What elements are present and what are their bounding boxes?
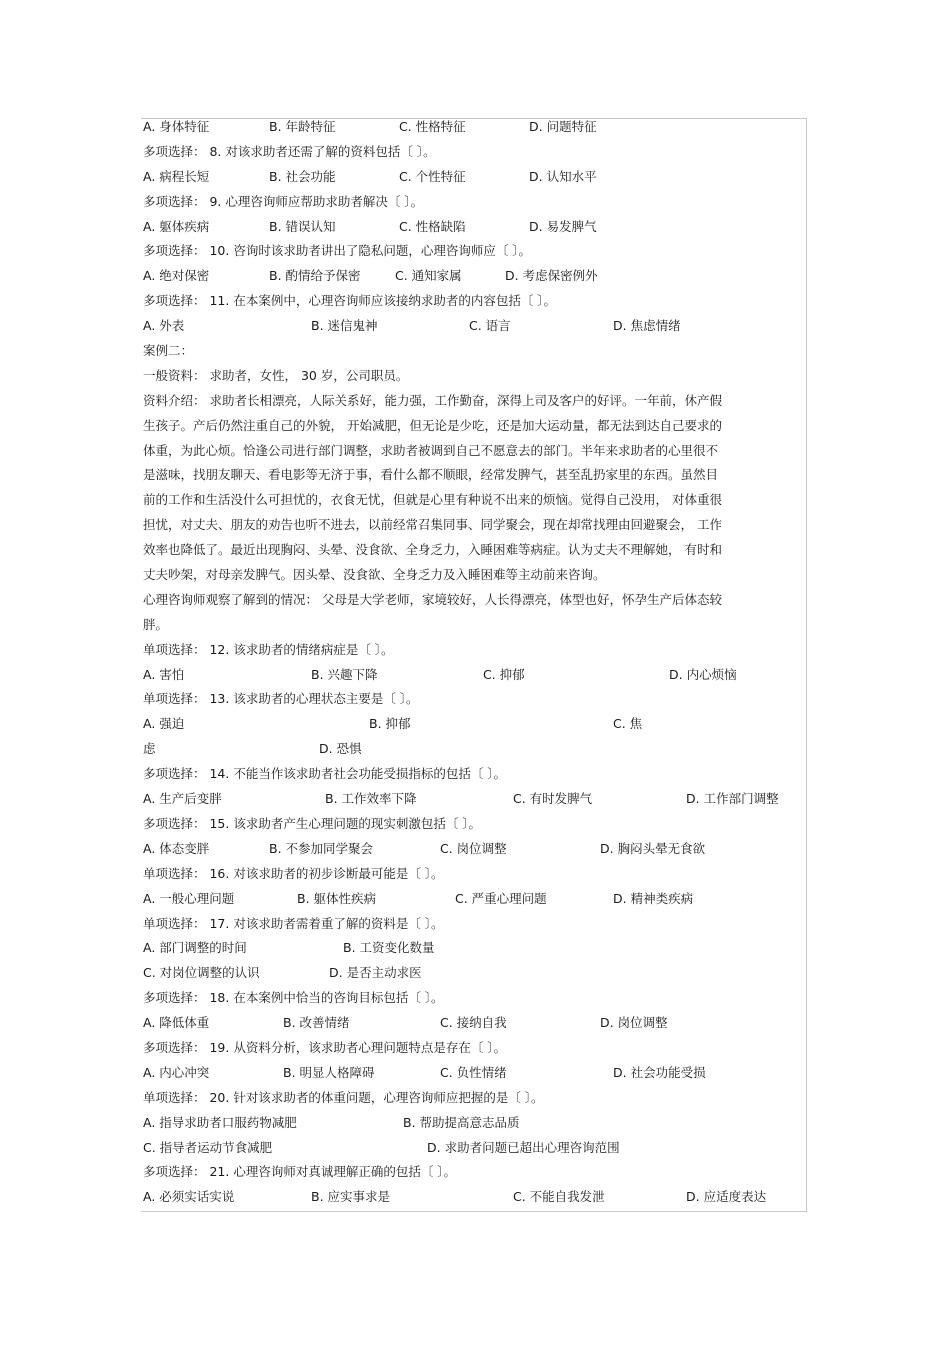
line-text: 生孩子。产后仍然注重自己的外貌， 开始减肥，但无论是少吃，还是加大运动量，都无法到达自己要求的 [143, 417, 722, 433]
option-item: C. 接纳自我 [440, 1015, 507, 1031]
text-line [143, 1163, 803, 1188]
option-item: C. 语言 [469, 318, 511, 334]
option-item: B. 社会功能 [269, 168, 336, 184]
text-line [143, 1039, 803, 1064]
option-item: D. 恐惧 [319, 741, 362, 757]
option-item: B. 迷信鬼神 [311, 318, 378, 334]
option-row [143, 790, 803, 815]
option-item: C. 指导者运动节食减肥 [143, 1139, 273, 1155]
text-line [143, 342, 803, 367]
option-item: A. 一般心理问题 [143, 890, 235, 906]
option-item: A. 部门调整的时间 [143, 940, 247, 956]
option-item: D. 是否主动求医 [329, 965, 422, 981]
line-text: 单项选择： 20. 针对该求助者的体重问题，心理咨询师应把握的是〔 〕。 [143, 1089, 544, 1105]
text-line [143, 865, 803, 890]
option-item: D. 社会功能受损 [613, 1064, 706, 1080]
option-item: C. 有时发脾气 [513, 791, 593, 807]
option-item: C. 抑郁 [483, 666, 525, 682]
option-item: B. 酌情给予保密 [269, 268, 361, 284]
option-item: A. 体态变胖 [143, 840, 210, 856]
line-text: 前的工作和生活没什么可担忧的，衣食无忧，但就是心里有种说不出来的烦恼。觉得自己没用， 对体重很 [143, 492, 722, 508]
line-text: 多项选择： 10. 咨询时该求助者讲出了隐私问题，心理咨询师应〔 〕。 [143, 243, 532, 259]
line-text: 多项选择： 9. 心理咨询师应帮助求助者解决〔 〕。 [143, 193, 424, 209]
text-line [143, 566, 803, 591]
option-item: B. 年龄特征 [269, 119, 336, 134]
text-line [143, 516, 803, 541]
option-item: D. 胸闷头晕无食欲 [600, 840, 706, 856]
option-item: C. 通知家属 [395, 268, 462, 284]
line-text: 多项选择： 21. 心理咨询师对真诚理解正确的包括〔 〕。 [143, 1164, 457, 1180]
option-item: C. 负性情绪 [440, 1064, 507, 1080]
option-row [143, 168, 803, 193]
text-line [143, 765, 803, 790]
option-item: A. 害怕 [143, 666, 185, 682]
line-text: 多项选择： 8. 对该求助者还需了解的资料包括〔 〕。 [143, 143, 436, 159]
option-item: B. 兴趣下降 [311, 666, 378, 682]
line-text: 胖。 [143, 616, 169, 632]
option-item: D. 求助者问题已超出心理咨询范围 [427, 1139, 620, 1155]
option-item: C. 性格特征 [399, 119, 466, 134]
option-item: A. 外表 [143, 318, 185, 334]
option-item: A. 躯体疾病 [143, 218, 210, 234]
text-line [143, 392, 803, 417]
option-row [143, 317, 803, 342]
text-line [143, 915, 803, 940]
option-row [143, 1139, 803, 1164]
text-line [143, 591, 803, 616]
option-row [143, 1064, 803, 1089]
option-row [143, 1188, 803, 1213]
option-item: A. 生产后变胖 [143, 791, 222, 807]
option-item: D. 应适度表达 [686, 1189, 767, 1205]
option-item: A. 内心冲突 [143, 1064, 210, 1080]
option-item: B. 明显人格障碍 [283, 1064, 375, 1080]
option-item: B. 工作效率下降 [325, 791, 417, 807]
option-item: A. 强迫 [143, 716, 185, 732]
line-text: 案例二： [143, 343, 194, 359]
option-item: C. 严重心理问题 [455, 890, 547, 906]
option-item: D. 内心烦恼 [669, 666, 737, 682]
option-row [143, 939, 803, 964]
option-row [143, 218, 803, 243]
text-line [143, 292, 803, 317]
line-text: 单项选择： 12. 该求助者的情绪病症是〔 〕。 [143, 641, 394, 657]
line-text: 丈夫吵架，对母亲发脾气。因头晕、没食欲、全身乏力及入睡困难等主动前来咨询。 [143, 567, 606, 583]
option-item: B. 不参加同学聚会 [269, 840, 374, 856]
option-row [143, 964, 803, 989]
line-text: 单项选择： 13. 该求助者的心理状态主要是〔 〕。 [143, 691, 419, 707]
option-row [143, 118, 803, 143]
option-item: A. 降低体重 [143, 1015, 210, 1031]
option-item: A. 身体特征 [143, 119, 210, 134]
text-line [143, 242, 803, 267]
option-item: A. 指导求助者口服药物减肥 [143, 1114, 297, 1130]
option-item: D. 认知水平 [529, 168, 597, 184]
option-item: B. 工资变化数量 [343, 940, 435, 956]
option-item: D. 焦虑情绪 [613, 318, 681, 334]
option-row [143, 890, 803, 915]
line-text: 效率也降低了。最近出现胸闷、头晕、没食欲、全身乏力，入睡困难等病症。认为丈夫不理解她， 有时和 [143, 542, 722, 558]
option-item: 虑 [143, 741, 156, 757]
option-item: C. 对岗位调整的认识 [143, 965, 260, 981]
option-item: D. 问题特征 [529, 119, 597, 134]
line-text: 多项选择： 14. 不能当作该求助者社会功能受损指标的包括〔 〕。 [143, 766, 507, 782]
line-text: 担忧，对丈夫、朋友的劝告也听不进去，以前经常召集同事、同学聚会，现在却常找理由回避聚会， 工作 [143, 517, 722, 533]
text-line [143, 193, 803, 218]
option-row [143, 1114, 803, 1139]
option-item: B. 改善情绪 [283, 1015, 350, 1031]
line-text: 多项选择： 11. 在本案例中，心理咨询师应该接纳求助者的内容包括〔 〕。 [143, 293, 557, 309]
option-item: C. 焦 [613, 716, 643, 732]
option-item: C. 不能自我发泄 [513, 1189, 605, 1205]
text-line [143, 367, 803, 392]
text-line [143, 491, 803, 516]
option-row [143, 267, 803, 292]
option-row [143, 1014, 803, 1039]
option-item: C. 个性特征 [399, 168, 466, 184]
line-text: 多项选择： 18. 在本案例中恰当的咨询目标包括〔 〕。 [143, 990, 444, 1006]
line-text: 是滋味，找朋友聊天、看电影等无济于事，看什么都不顺眼，经常发脾气，甚至乱扔家里的东西。虽然目 [143, 467, 719, 483]
option-item: B. 错误认知 [269, 218, 336, 234]
option-row [143, 840, 803, 865]
option-item: B. 帮助提高意志品质 [403, 1114, 520, 1130]
option-item: C. 岗位调整 [440, 840, 507, 856]
line-text: 多项选择： 19. 从资料分析，该求助者心理问题特点是存在〔 〕。 [143, 1039, 507, 1055]
text-line [143, 417, 803, 442]
option-item: D. 易发脾气 [529, 218, 597, 234]
option-item: B. 应实事求是 [311, 1189, 391, 1205]
option-row [143, 740, 803, 765]
option-row [143, 666, 803, 691]
line-text: 单项选择： 16. 对该求助者的初步诊断最可能是〔 〕。 [143, 865, 444, 881]
text-line [143, 442, 803, 467]
option-item: A. 绝对保密 [143, 268, 210, 284]
option-item: C. 性格缺陷 [399, 218, 466, 234]
option-item: A. 病程长短 [143, 168, 210, 184]
option-item: D. 考虑保密例外 [505, 268, 598, 284]
line-text: 一般资料： 求助者，女性， 30 岁，公司职员。 [143, 367, 409, 383]
line-text: 体重，为此心烦。恰逢公司进行部门调整，求助者被调到自己不愿意去的部门。半年来求助者的心里很不 [143, 442, 719, 458]
text-line [143, 815, 803, 840]
text-line [143, 1089, 803, 1114]
option-item: A. 必须实话实说 [143, 1189, 235, 1205]
line-text: 单项选择： 17. 对该求助者需着重了解的资料是〔 〕。 [143, 915, 444, 931]
text-line [143, 641, 803, 666]
option-item: B. 躯体性疾病 [297, 890, 377, 906]
text-line [143, 466, 803, 491]
option-item: D. 精神类疾病 [613, 890, 694, 906]
text-line [143, 616, 803, 641]
option-row [143, 715, 803, 740]
option-item: D. 工作部门调整 [686, 791, 779, 807]
option-item: D. 岗位调整 [600, 1015, 668, 1031]
line-text: 资料介绍： 求助者长相漂亮，人际关系好，能力强，工作勤奋，深得上司及客户的好评。一年前，休产假 [143, 392, 722, 408]
document-body [143, 118, 803, 1213]
text-line [143, 143, 803, 168]
text-line [143, 989, 803, 1014]
text-line [143, 690, 803, 715]
line-text: 心理咨询师观察了解到的情况： 父母是大学老师，家境较好，人长得漂亮，体型也好，怀孕生产后体态较 [143, 591, 722, 607]
text-line [143, 541, 803, 566]
line-text: 多项选择： 15. 该求助者产生心理问题的现实刺激包括〔 〕。 [143, 815, 482, 831]
option-item: B. 抑郁 [369, 716, 411, 732]
